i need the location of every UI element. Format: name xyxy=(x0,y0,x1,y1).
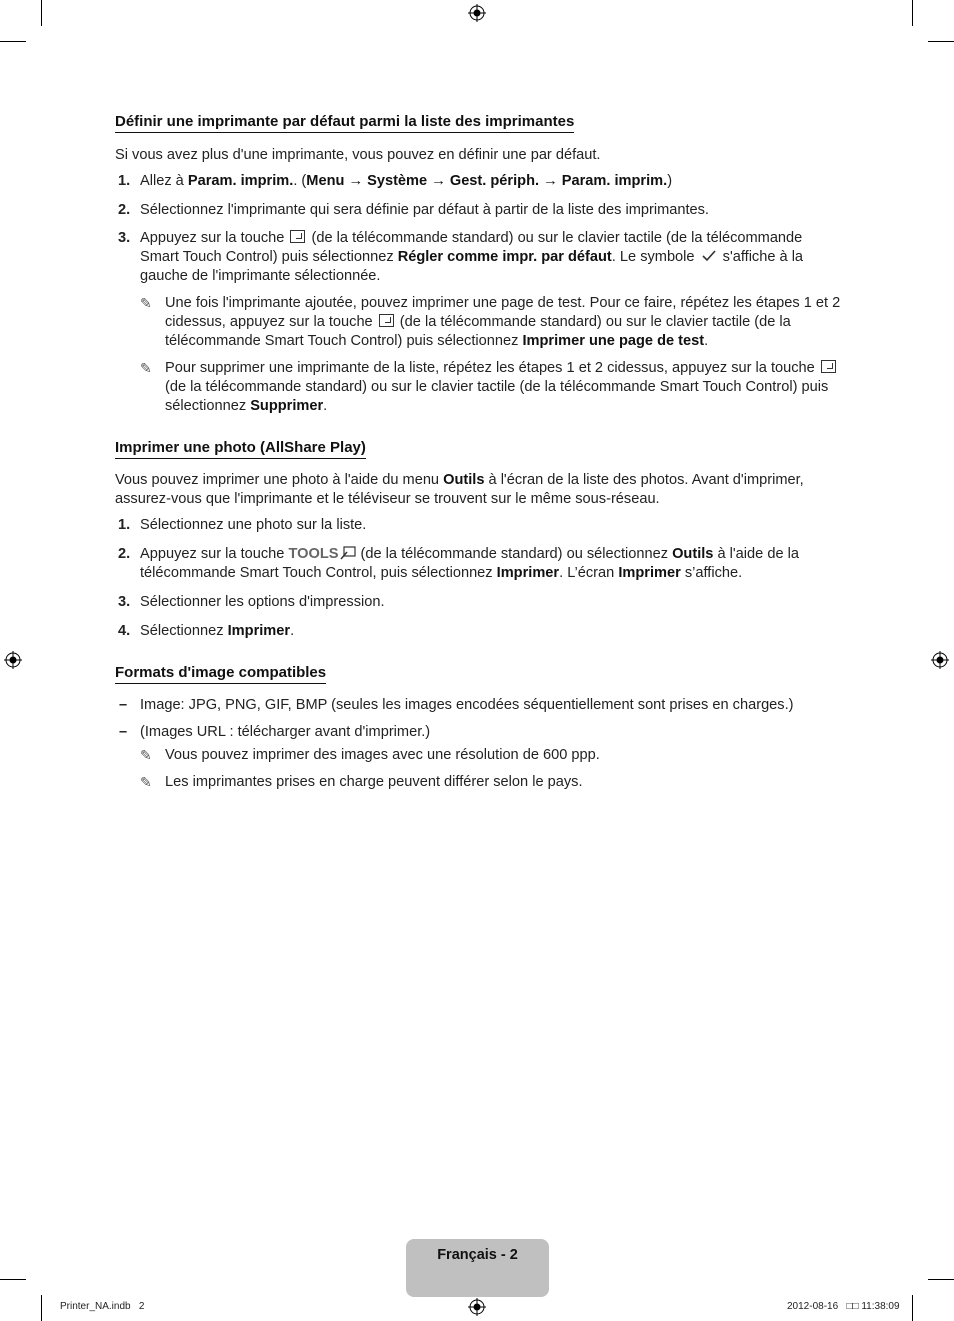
list-item xyxy=(115,696,841,715)
step-item xyxy=(115,622,841,641)
step-number: 1. xyxy=(118,173,131,189)
note-text: Une fois l'imprimante ajoutée, pouvez imprimer une page de test. Pour ce faire, répétez les étapes 1 et 2 cidessus, appuyez sur la touche xyxy=(165,295,841,330)
step-number: 1. xyxy=(118,517,131,533)
step-text: Allez à xyxy=(140,173,188,189)
note-text: . xyxy=(323,398,328,414)
step-text: Sélectionnez xyxy=(140,623,228,639)
step-text: (de la télécommande standard) ou sur le clavier tactile (de la télécommande Smart Touch Control) puis sélectionnez xyxy=(140,230,803,265)
crop-mark xyxy=(0,41,26,42)
menu-name: Outils xyxy=(443,472,485,488)
step-text: Appuyez sur la touche xyxy=(140,546,289,562)
step-text: Sélectionnez une photo sur la liste. xyxy=(140,517,367,533)
step-text: Sélectionner les options d'impression. xyxy=(140,594,385,610)
crop-mark xyxy=(912,0,913,26)
step-number: 3. xyxy=(118,230,131,246)
step-text: . L’écran xyxy=(559,565,619,581)
crop-mark xyxy=(912,1295,913,1321)
step-item xyxy=(115,516,841,535)
crop-mark xyxy=(0,1279,26,1280)
page-number-label: Français - 2 xyxy=(437,1247,518,1263)
dash-bullet: – xyxy=(119,697,128,713)
crop-mark xyxy=(928,41,954,42)
intro-text: à l'écran de la liste des photos. Avant d'imprimer, assurez-vous que l'imprimante et le téléviseur se trouvent sur le même sous-réseau. xyxy=(115,472,804,507)
section-intro xyxy=(115,471,841,509)
enter-button-icon xyxy=(821,360,836,373)
dash-bullet: – xyxy=(119,724,128,740)
document-body xyxy=(115,112,841,792)
note-pencil-icon: ✎ xyxy=(140,360,152,376)
option-name: Imprimer xyxy=(496,565,560,581)
option-name: Imprimer xyxy=(618,565,681,581)
step-item xyxy=(115,201,841,220)
slug-timestamp: 2012-08-16 □□ 11:38:09 xyxy=(787,1301,900,1312)
registration-mark-icon xyxy=(4,651,22,669)
enter-button-icon xyxy=(290,230,305,243)
list-item xyxy=(115,723,841,742)
step-number: 4. xyxy=(118,623,131,639)
menu-path: Param. imprim. xyxy=(187,173,294,189)
option-name: Imprimer une page de test xyxy=(522,333,705,349)
section-intro: Si vous avez plus d'une imprimante, vous pouvez en définir une par défaut. xyxy=(115,147,601,163)
step-text: s'affiche à la gauche de l'imprimante sélectionnée. xyxy=(140,249,804,284)
intro-text: Vous pouvez imprimer une photo à l'aide du menu xyxy=(115,472,444,488)
slug-filename: Printer_NA.indb 2 xyxy=(60,1301,145,1312)
note-pencil-icon: ✎ xyxy=(140,747,152,763)
section-heading-default-printer: Définir une imprimante par défaut parmi la liste des imprimantes xyxy=(115,112,574,133)
note-text: Pour supprimer une imprimante de la liste, répétez les étapes 1 et 2 cidessus, appuyez sur la touche xyxy=(165,360,815,376)
note-pencil-icon: ✎ xyxy=(140,295,152,311)
step-text: . xyxy=(290,623,295,639)
registration-mark-icon xyxy=(931,651,949,669)
note-item xyxy=(115,746,841,765)
step-text: . ( xyxy=(293,173,307,189)
step-text: à l'aide de la télécommande Smart Touch Control, puis sélectionnez xyxy=(140,546,799,581)
note-text: (de la télécommande standard) ou sur le clavier tactile (de la télécommande Smart Touch Control) puis sélectionnez xyxy=(165,314,791,349)
list-text: Image: JPG, PNG, GIF, BMP (seules les images encodées séquentiellement sont prises en charges.) xyxy=(140,697,794,713)
note-item xyxy=(115,773,841,792)
note-text: (de la télécommande standard) ou sur le clavier tactile (de la télécommande Smart Touch Control) puis sélectionnez xyxy=(165,379,829,414)
menu-path: Menu → Système → Gest. périph. → Param. imprim. xyxy=(306,173,668,189)
section-heading-image-formats: Formats d'image compatibles xyxy=(115,663,326,684)
step-text: Appuyez sur la touche xyxy=(140,230,285,246)
step-item xyxy=(115,545,841,583)
crop-mark xyxy=(41,1295,42,1321)
note-pencil-icon: ✎ xyxy=(140,774,152,790)
step-text: (de la télécommande standard) ou sélectionnez xyxy=(356,546,673,562)
list-text: (Images URL : télécharger avant d'imprimer.) xyxy=(140,724,431,740)
crop-mark xyxy=(928,1279,954,1280)
step-text: ) xyxy=(667,173,673,189)
option-name: Régler comme impr. par défaut xyxy=(397,249,612,265)
note-item xyxy=(115,359,841,416)
note-text: Vous pouvez imprimer des images avec une résolution de 600 ppp. xyxy=(165,747,600,763)
step-text: s’affiche. xyxy=(680,565,743,581)
step-item xyxy=(115,172,841,191)
section-heading-print-photo: Imprimer une photo (AllShare Play) xyxy=(115,438,366,459)
note-text: Les imprimantes prises en charge peuvent différer selon le pays. xyxy=(165,774,583,790)
note-item xyxy=(115,294,841,351)
step-text: . Le symbole xyxy=(611,249,699,265)
note-text: . xyxy=(704,333,709,349)
option-name: Supprimer xyxy=(250,398,324,414)
step-text: Sélectionnez l'imprimante qui sera définie par défaut à partir de la liste des imprimantes. xyxy=(140,202,709,218)
step-item xyxy=(115,593,841,612)
checkmark-icon xyxy=(702,250,716,262)
registration-mark-icon xyxy=(468,4,486,22)
step-number: 2. xyxy=(118,546,131,562)
crop-mark xyxy=(41,0,42,26)
option-name: Outils xyxy=(672,546,714,562)
option-name: Imprimer xyxy=(227,623,291,639)
step-item xyxy=(115,229,841,286)
tools-button-icon xyxy=(340,546,356,560)
registration-mark-icon xyxy=(468,1298,486,1316)
step-number: 2. xyxy=(118,202,131,218)
enter-button-icon xyxy=(379,314,394,327)
step-number: 3. xyxy=(118,594,131,610)
tools-button-label: TOOLS xyxy=(288,546,339,562)
